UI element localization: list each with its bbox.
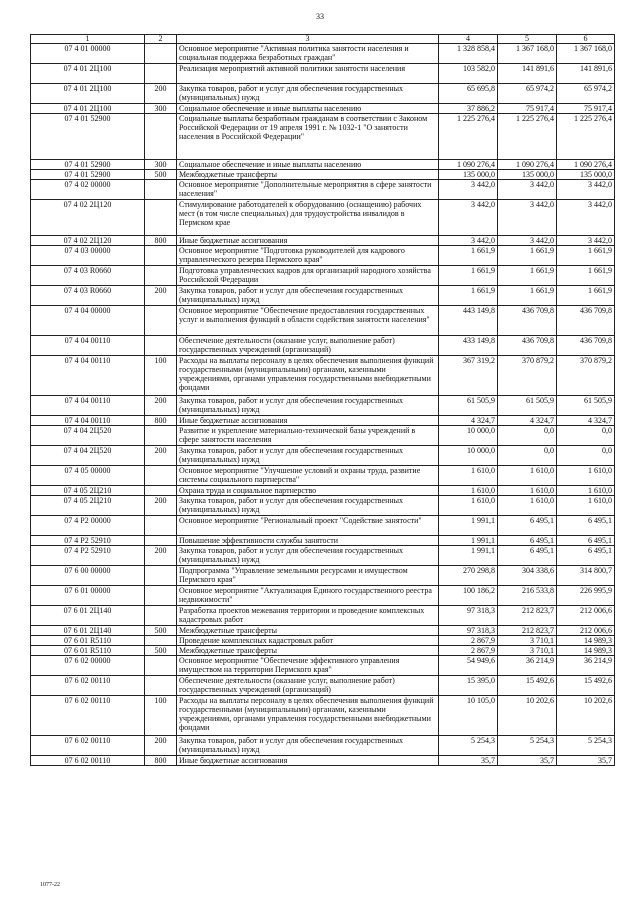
row-amount-3: 14 989,3 [557, 646, 615, 656]
table-row [31, 466, 615, 486]
row-code: 07 4 04 00110 [31, 356, 145, 396]
row-code: 07 4 04 00110 [31, 336, 145, 356]
row-amount-1: 35,7 [439, 756, 498, 766]
row-amount-2: 1 661,9 [498, 246, 557, 266]
column-header-3: 3 [177, 35, 439, 44]
row-expense-type: 800 [145, 236, 177, 246]
row-amount-3: 6 495,1 [557, 516, 615, 536]
row-amount-2: 1 661,9 [498, 266, 557, 286]
table-row [31, 486, 615, 496]
row-code: 07 4 02 00000 [31, 180, 145, 200]
row-amount-1: 367 319,2 [439, 356, 498, 396]
row-code: 07 4 P2 52910 [31, 536, 145, 546]
row-amount-3: 1 661,9 [557, 286, 615, 306]
row-name: Закупка товаров, работ и услуг для обеспечения государственных (муниципальных) нужд [177, 396, 439, 416]
row-amount-1: 10 000,0 [439, 446, 498, 466]
row-amount-3: 1 090 276,4 [557, 160, 615, 170]
row-amount-3: 3 442,0 [557, 180, 615, 200]
row-amount-1: 1 328 858,4 [439, 44, 498, 64]
row-expense-type: 300 [145, 104, 177, 114]
row-amount-2: 5 254,3 [498, 736, 557, 756]
row-name: Расходы на выплаты персоналу в целях обеспечения выполнения функций государственными (муниципальными) органами, казенными учреждениями, органами управления государственными внебюджетными фондами [177, 696, 439, 736]
column-header-2: 2 [145, 35, 177, 44]
row-amount-3: 3 442,0 [557, 200, 615, 236]
row-code: 07 6 01 R5110 [31, 646, 145, 656]
row-name: Иные бюджетные ассигнования [177, 756, 439, 766]
row-code: 07 6 01 00000 [31, 586, 145, 606]
row-expense-type [145, 246, 177, 266]
row-amount-2: 1 661,9 [498, 286, 557, 306]
row-expense-type [145, 114, 177, 160]
row-name: Основное мероприятие "Региональный проект "Содействие занятости" [177, 516, 439, 536]
row-amount-2: 1 367 168,0 [498, 44, 557, 64]
row-amount-2: 75 917,4 [498, 104, 557, 114]
row-name: Проведение комплексных кадастровых работ [177, 636, 439, 646]
row-code: 07 6 02 00110 [31, 676, 145, 696]
row-amount-2: 10 202,6 [498, 696, 557, 736]
table-row [31, 104, 615, 114]
row-name: Обеспечение деятельности (оказание услуг, выполнение работ) государственных учреждений (организаций) [177, 336, 439, 356]
row-amount-3: 135 000,0 [557, 170, 615, 180]
footer-code: 1077-22 [40, 882, 60, 888]
row-amount-1: 443 149,8 [439, 306, 498, 336]
row-expense-type: 500 [145, 170, 177, 180]
row-amount-1: 3 442,0 [439, 236, 498, 246]
row-amount-2: 212 823,7 [498, 626, 557, 636]
row-expense-type: 800 [145, 756, 177, 766]
row-name: Развитие и укрепление материально-технической базы учреждений в сфере занятости населения [177, 426, 439, 446]
row-amount-2: 216 533,8 [498, 586, 557, 606]
row-amount-3: 5 254,3 [557, 736, 615, 756]
row-amount-3: 0,0 [557, 446, 615, 466]
row-expense-type: 200 [145, 736, 177, 756]
row-amount-2: 61 505,9 [498, 396, 557, 416]
column-header-1: 1 [31, 35, 145, 44]
table-row [31, 64, 615, 84]
row-amount-2: 1 610,0 [498, 466, 557, 486]
row-code: 07 4 02 2Ц120 [31, 200, 145, 236]
row-amount-3: 35,7 [557, 756, 615, 766]
row-amount-2: 1 090 276,4 [498, 160, 557, 170]
table-row [31, 696, 615, 736]
row-amount-1: 65 695,8 [439, 84, 498, 104]
row-amount-3: 226 995,9 [557, 586, 615, 606]
row-expense-type [145, 266, 177, 286]
budget-table [30, 34, 615, 766]
row-code: 07 4 01 52900 [31, 170, 145, 180]
page-number: 33 [316, 12, 324, 21]
row-amount-3: 65 974,2 [557, 84, 615, 104]
row-name: Закупка товаров, работ и услуг для обеспечения государственных (муниципальных) нужд [177, 286, 439, 306]
row-name: Основное мероприятие "Обеспечение предоставления государственных услуг и выполнения функций в области содействия занятости населения" [177, 306, 439, 336]
row-amount-3: 141 891,6 [557, 64, 615, 84]
row-amount-1: 97 318,3 [439, 606, 498, 626]
table-row [31, 516, 615, 536]
row-name: Обеспечение деятельности (оказание услуг, выполнение работ) государственных учреждений (организаций) [177, 676, 439, 696]
table-row [31, 636, 615, 646]
row-amount-2: 3 710,1 [498, 636, 557, 646]
row-code: 07 6 02 00110 [31, 756, 145, 766]
row-code: 07 4 01 52900 [31, 160, 145, 170]
table-row [31, 44, 615, 64]
row-amount-1: 135 000,0 [439, 170, 498, 180]
row-name: Межбюджетные трансферты [177, 170, 439, 180]
row-amount-3: 212 006,6 [557, 626, 615, 636]
table-row [31, 626, 615, 636]
table-row [31, 646, 615, 656]
row-amount-3: 6 495,1 [557, 546, 615, 566]
row-amount-3: 14 989,3 [557, 636, 615, 646]
row-amount-1: 1 661,9 [439, 246, 498, 266]
table-row [31, 586, 615, 606]
row-amount-1: 61 505,9 [439, 396, 498, 416]
column-header-6: 6 [557, 35, 615, 44]
row-expense-type [145, 516, 177, 536]
row-amount-1: 1 661,9 [439, 266, 498, 286]
table-body [31, 44, 615, 766]
table-row [31, 356, 615, 396]
table-row [31, 200, 615, 236]
row-code: 07 4 01 2Ц100 [31, 104, 145, 114]
row-name: Расходы на выплаты персоналу в целях обеспечения выполнения функций государственными (муниципальными) органами, казенными учреждениями, органами управления государственными внебюджетными фондами [177, 356, 439, 396]
row-amount-2: 212 823,7 [498, 606, 557, 626]
row-amount-2: 4 324,7 [498, 416, 557, 426]
row-amount-1: 37 886,2 [439, 104, 498, 114]
row-code: 07 6 01 2Ц140 [31, 606, 145, 626]
row-code: 07 4 03 R0660 [31, 286, 145, 306]
row-name: Основное мероприятие "Улучшение условий и охраны труда, развитие системы социального партнерства" [177, 466, 439, 486]
row-code: 07 4 05 2Ц210 [31, 486, 145, 496]
row-amount-1: 1 991,1 [439, 516, 498, 536]
row-amount-1: 97 318,3 [439, 626, 498, 636]
row-amount-1: 15 395,0 [439, 676, 498, 696]
row-amount-2: 3 442,0 [498, 180, 557, 200]
row-amount-2: 1 225 276,4 [498, 114, 557, 160]
table-row [31, 446, 615, 466]
row-name: Социальное обеспечение и иные выплаты населению [177, 160, 439, 170]
row-amount-3: 1 610,0 [557, 496, 615, 516]
row-amount-2: 15 492,6 [498, 676, 557, 696]
row-amount-3: 36 214,9 [557, 656, 615, 676]
row-amount-1: 3 442,0 [439, 200, 498, 236]
row-amount-3: 1 610,0 [557, 466, 615, 486]
row-amount-1: 3 442,0 [439, 180, 498, 200]
table-row [31, 416, 615, 426]
row-amount-2: 1 610,0 [498, 496, 557, 516]
row-expense-type: 800 [145, 416, 177, 426]
row-amount-1: 1 661,9 [439, 286, 498, 306]
row-amount-1: 100 186,2 [439, 586, 498, 606]
table-row [31, 756, 615, 766]
table-row [31, 236, 615, 246]
row-amount-1: 1 610,0 [439, 496, 498, 516]
table-row [31, 606, 615, 626]
table-row [31, 114, 615, 160]
row-name: Охрана труда и социальное партнерство [177, 486, 439, 496]
row-expense-type: 200 [145, 446, 177, 466]
row-code: 07 4 05 00000 [31, 466, 145, 486]
row-code: 07 4 01 00000 [31, 44, 145, 64]
row-amount-3: 1 225 276,4 [557, 114, 615, 160]
row-amount-2: 141 891,6 [498, 64, 557, 84]
row-code: 07 4 01 2Ц100 [31, 64, 145, 84]
row-expense-type: 100 [145, 696, 177, 736]
row-amount-3: 1 367 168,0 [557, 44, 615, 64]
row-amount-3: 6 495,1 [557, 536, 615, 546]
row-amount-1: 433 149,8 [439, 336, 498, 356]
row-expense-type [145, 636, 177, 646]
table-row [31, 160, 615, 170]
row-code: 07 4 P2 52910 [31, 546, 145, 566]
row-amount-3: 61 505,9 [557, 396, 615, 416]
table-row [31, 426, 615, 446]
row-name: Межбюджетные трансферты [177, 626, 439, 636]
row-amount-2: 6 495,1 [498, 516, 557, 536]
row-expense-type [145, 180, 177, 200]
row-name: Закупка товаров, работ и услуг для обеспечения государственных (муниципальных) нужд [177, 446, 439, 466]
row-name: Иные бюджетные ассигнования [177, 236, 439, 246]
row-name: Повышение эффективности службы занятости [177, 536, 439, 546]
row-amount-2: 35,7 [498, 756, 557, 766]
row-amount-3: 314 800,7 [557, 566, 615, 586]
row-code: 07 4 04 00110 [31, 396, 145, 416]
row-name: Социальное обеспечение и иные выплаты населению [177, 104, 439, 114]
row-code: 07 4 01 2Ц100 [31, 84, 145, 104]
row-code: 07 4 05 2Ц210 [31, 496, 145, 516]
row-amount-3: 10 202,6 [557, 696, 615, 736]
row-name: Социальные выплаты безработным гражданам в соответствии с Законом Российской Федерации от 19 апреля 1991 г. № 1032-1 "О занятости населения в Российской Федерации" [177, 114, 439, 160]
row-name: Закупка товаров, работ и услуг для обеспечения государственных (муниципальных) нужд [177, 736, 439, 756]
row-expense-type [145, 566, 177, 586]
row-amount-3: 1 610,0 [557, 486, 615, 496]
row-amount-2: 436 709,8 [498, 306, 557, 336]
column-header-4: 4 [439, 35, 498, 44]
row-name: Подпрограмма "Управление земельными ресурсами и имуществом Пермского края" [177, 566, 439, 586]
row-amount-1: 1 610,0 [439, 466, 498, 486]
row-amount-1: 1 225 276,4 [439, 114, 498, 160]
row-code: 07 4 04 2Ц520 [31, 446, 145, 466]
row-expense-type [145, 336, 177, 356]
row-name: Основное мероприятие "Обеспечение эффективного управления имуществом на территории Пермского края" [177, 656, 439, 676]
row-amount-3: 0,0 [557, 426, 615, 446]
row-code: 07 4 03 R0660 [31, 266, 145, 286]
row-code: 07 4 03 00000 [31, 246, 145, 266]
row-expense-type [145, 200, 177, 236]
row-amount-2: 436 709,8 [498, 336, 557, 356]
row-expense-type: 300 [145, 160, 177, 170]
row-amount-2: 1 610,0 [498, 486, 557, 496]
row-amount-1: 2 867,9 [439, 646, 498, 656]
row-amount-1: 1 991,1 [439, 546, 498, 566]
row-code: 07 4 02 2Ц120 [31, 236, 145, 246]
row-amount-3: 370 879,2 [557, 356, 615, 396]
row-amount-3: 436 709,8 [557, 306, 615, 336]
row-amount-2: 0,0 [498, 426, 557, 446]
row-amount-3: 1 661,9 [557, 266, 615, 286]
row-amount-1: 10 105,0 [439, 696, 498, 736]
header-row [31, 35, 615, 44]
row-expense-type [145, 64, 177, 84]
row-amount-2: 65 974,2 [498, 84, 557, 104]
row-amount-3: 75 917,4 [557, 104, 615, 114]
row-expense-type [145, 466, 177, 486]
row-code: 07 6 00 00000 [31, 566, 145, 586]
row-amount-3: 4 324,7 [557, 416, 615, 426]
row-amount-2: 135 000,0 [498, 170, 557, 180]
row-code: 07 4 P2 00000 [31, 516, 145, 536]
row-expense-type: 200 [145, 496, 177, 516]
table-row [31, 656, 615, 676]
row-expense-type: 200 [145, 84, 177, 104]
row-name: Основное мероприятие "Подготовка руководителей для кадрового управленческого резерва Пермского края" [177, 246, 439, 266]
row-name: Основное мероприятие "Дополнительные мероприятия в сфере занятости населения" [177, 180, 439, 200]
row-amount-3: 212 006,6 [557, 606, 615, 626]
row-amount-2: 6 495,1 [498, 536, 557, 546]
row-amount-2: 3 710,1 [498, 646, 557, 656]
row-code: 07 6 02 00000 [31, 656, 145, 676]
row-amount-1: 1 610,0 [439, 486, 498, 496]
table-row [31, 536, 615, 546]
row-name: Основное мероприятие "Актуализация Единого государственного реестра недвижимости" [177, 586, 439, 606]
row-name: Иные бюджетные ассигнования [177, 416, 439, 426]
row-amount-3: 15 492,6 [557, 676, 615, 696]
row-expense-type [145, 586, 177, 606]
table-row [31, 84, 615, 104]
table-row [31, 676, 615, 696]
row-amount-1: 2 867,9 [439, 636, 498, 646]
row-amount-1: 54 949,6 [439, 656, 498, 676]
table-row [31, 180, 615, 200]
row-expense-type: 200 [145, 396, 177, 416]
row-expense-type: 500 [145, 626, 177, 636]
row-amount-2: 6 495,1 [498, 546, 557, 566]
row-name: Межбюджетные трансферты [177, 646, 439, 656]
table-row [31, 336, 615, 356]
table-row [31, 396, 615, 416]
row-name: Подготовка управленческих кадров для организаций народного хозяйства Российской Федерации [177, 266, 439, 286]
row-code: 07 4 04 2Ц520 [31, 426, 145, 446]
row-amount-3: 3 442,0 [557, 236, 615, 246]
row-code: 07 4 01 52900 [31, 114, 145, 160]
row-amount-1: 5 254,3 [439, 736, 498, 756]
column-header-5: 5 [498, 35, 557, 44]
row-code: 07 6 01 R5110 [31, 636, 145, 646]
table-row [31, 566, 615, 586]
row-expense-type [145, 606, 177, 626]
row-amount-2: 0,0 [498, 446, 557, 466]
row-code: 07 6 02 00110 [31, 736, 145, 756]
row-code: 07 6 02 00110 [31, 696, 145, 736]
row-amount-3: 1 661,9 [557, 246, 615, 266]
table-row [31, 546, 615, 566]
row-name: Закупка товаров, работ и услуг для обеспечения государственных (муниципальных) нужд [177, 496, 439, 516]
row-amount-1: 1 991,1 [439, 536, 498, 546]
row-amount-2: 3 442,0 [498, 236, 557, 246]
row-name: Основное мероприятие "Активная политика занятости населения и социальная поддержка безработных граждан" [177, 44, 439, 64]
row-expense-type [145, 676, 177, 696]
row-amount-1: 10 000,0 [439, 426, 498, 446]
row-code: 07 4 04 00000 [31, 306, 145, 336]
row-expense-type [145, 426, 177, 446]
row-expense-type: 200 [145, 546, 177, 566]
table-row [31, 496, 615, 516]
table-row [31, 306, 615, 336]
row-amount-1: 270 298,8 [439, 566, 498, 586]
row-name: Закупка товаров, работ и услуг для обеспечения государственных (муниципальных) нужд [177, 84, 439, 104]
row-amount-1: 1 090 276,4 [439, 160, 498, 170]
row-expense-type [145, 486, 177, 496]
row-expense-type [145, 656, 177, 676]
table-row [31, 286, 615, 306]
row-name: Разработка проектов межевания территории и проведение комплексных кадастровых работ [177, 606, 439, 626]
row-amount-2: 370 879,2 [498, 356, 557, 396]
row-amount-2: 304 338,6 [498, 566, 557, 586]
row-name: Закупка товаров, работ и услуг для обеспечения государственных (муниципальных) нужд [177, 546, 439, 566]
table-row [31, 170, 615, 180]
table-row [31, 246, 615, 266]
row-expense-type [145, 44, 177, 64]
row-amount-2: 36 214,9 [498, 656, 557, 676]
row-amount-1: 103 582,0 [439, 64, 498, 84]
row-amount-2: 3 442,0 [498, 200, 557, 236]
row-code: 07 6 01 2Ц140 [31, 626, 145, 636]
row-expense-type: 100 [145, 356, 177, 396]
table-row [31, 266, 615, 286]
row-name: Стимулирование работодателей к оборудованию (оснащению) рабочих мест (в том числе специальных) для трудоустройства инвалидов в Пермском крае [177, 200, 439, 236]
row-expense-type: 200 [145, 286, 177, 306]
row-expense-type: 500 [145, 646, 177, 656]
row-expense-type [145, 306, 177, 336]
row-amount-3: 436 709,8 [557, 336, 615, 356]
row-code: 07 4 04 00110 [31, 416, 145, 426]
row-name: Реализация мероприятий активной политики занятости населения [177, 64, 439, 84]
row-expense-type [145, 536, 177, 546]
row-amount-1: 4 324,7 [439, 416, 498, 426]
table-row [31, 736, 615, 756]
